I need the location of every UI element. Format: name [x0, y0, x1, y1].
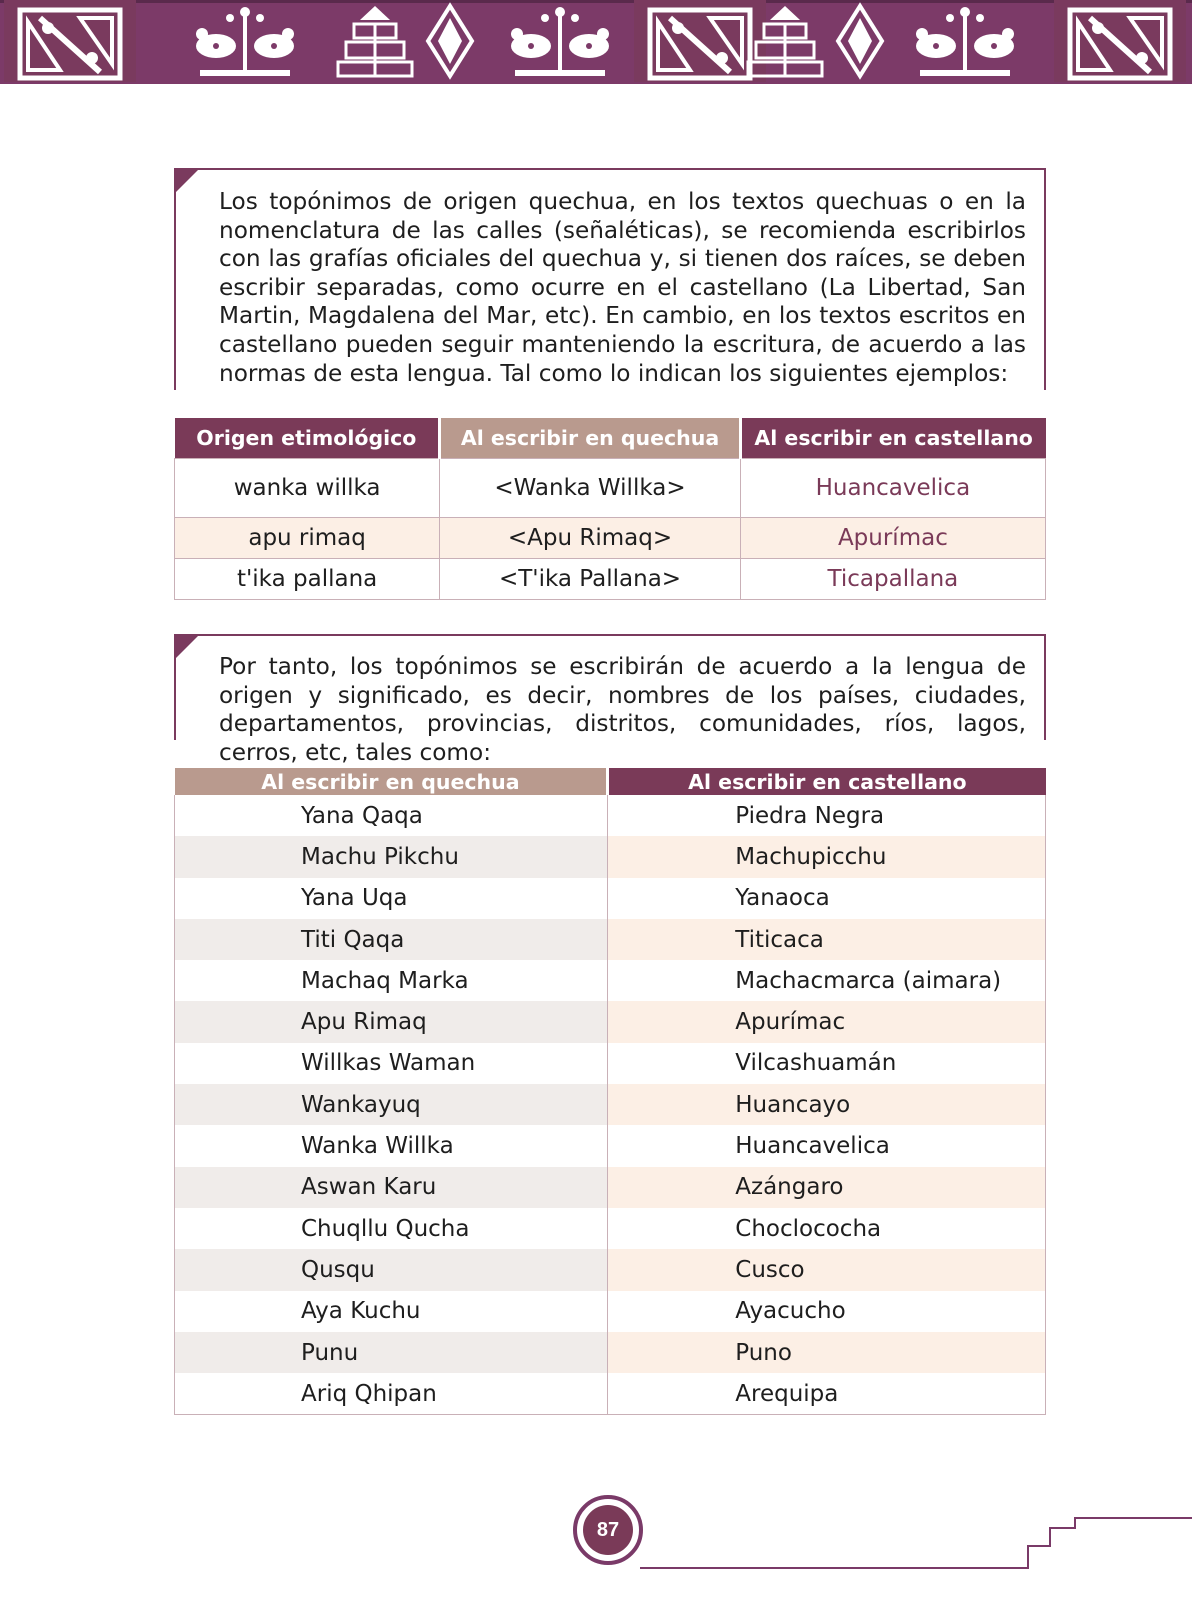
quechua-cell: Chuqllu Qucha [175, 1208, 608, 1249]
castellano-cell: Ticapallana [740, 559, 1045, 600]
quechua-cell: Wanka Willka [175, 1125, 608, 1166]
page-number-badge [573, 1495, 643, 1565]
quechua-cell: <Apu Rimaq> [440, 518, 741, 559]
castellano-cell: Yanaoca [608, 878, 1046, 919]
castellano-cell: Choclococha [608, 1208, 1046, 1249]
quechua-cell: Machaq Marka [175, 960, 608, 1001]
header-castellano: Al escribir en castellano [740, 418, 1045, 459]
castellano-cell: Vilcashuamán [608, 1043, 1046, 1084]
quechua-cell: Apu Rimaq [175, 1001, 608, 1042]
quechua-cell: <T'ika Pallana> [440, 559, 741, 600]
castellano-cell: Azángaro [608, 1167, 1046, 1208]
quechua-cell: Aswan Karu [175, 1167, 608, 1208]
origin-cell: t'ika pallana [175, 559, 440, 600]
castellano-cell: Machacmarca (aimara) [608, 960, 1046, 1001]
quechua-cell: Aya Kuchu [175, 1291, 608, 1332]
quechua-cell: Willkas Waman [175, 1043, 608, 1084]
quechua-cell: Punu [175, 1332, 608, 1373]
header-castellano: Al escribir en castellano [608, 768, 1046, 795]
quechua-cell: Yana Qaqa [175, 795, 608, 836]
castellano-cell: Piedra Negra [608, 795, 1046, 836]
castellano-cell: Puno [608, 1332, 1046, 1373]
castellano-cell: Huancavelica [608, 1125, 1046, 1166]
origin-cell: apu rimaq [175, 518, 440, 559]
header-quechua: Al escribir en quechua [175, 768, 608, 795]
toponym-paragraph: Por tanto, los topónimos se escribirán de acuerdo a la lengua de origen y significado, es decir, nombres de los países, ciudades, departamentos, provincias, distritos, comunidades, ríos, lagos, cerros, etc, tales como: [219, 653, 1026, 766]
origin-cell: wanka willka [175, 459, 440, 518]
quechua-cell: Machu Pikchu [175, 836, 608, 877]
quechua-cell: Ariq Qhipan [175, 1373, 608, 1415]
quechua-cell: <Wanka Willka> [440, 459, 741, 518]
castellano-cell: Ayacucho [608, 1291, 1046, 1332]
intro-paragraph: Los topónimos de origen quechua, en los textos quechuas o en la nomenclatura de las calles (señaléticas), se recomienda escribirlos con las grafías oficiales del quechua y, si tienen dos raíces, se deben escribir separadas, como ocurre en el castellano (La Libertad, San Martin, Magdalena del Mar, etc). En cambio, en los textos escritos en castellano pueden seguir manteniendo la escritura, de acuerdo a las normas de esta lengua. Tal como lo indican los siguientes ejemplos: [219, 188, 1026, 387]
quechua-cell: Wankayuq [175, 1084, 608, 1125]
castellano-cell: Machupicchu [608, 836, 1046, 877]
castellano-cell: Huancavelica [740, 459, 1045, 518]
page-number: 87 [583, 1505, 633, 1555]
castellano-cell: Cusco [608, 1249, 1046, 1290]
castellano-cell: Titicaca [608, 919, 1046, 960]
quechua-cell: Qusqu [175, 1249, 608, 1290]
castellano-cell: Apurímac [608, 1001, 1046, 1042]
header-quechua: Al escribir en quechua [440, 418, 741, 459]
castellano-cell: Huancayo [608, 1084, 1046, 1125]
castellano-cell: Arequipa [608, 1373, 1046, 1415]
header-origin: Origen etimológico [175, 418, 440, 459]
castellano-cell: Apurímac [740, 518, 1045, 559]
quechua-cell: Yana Uqa [175, 878, 608, 919]
quechua-cell: Titi Qaqa [175, 919, 608, 960]
